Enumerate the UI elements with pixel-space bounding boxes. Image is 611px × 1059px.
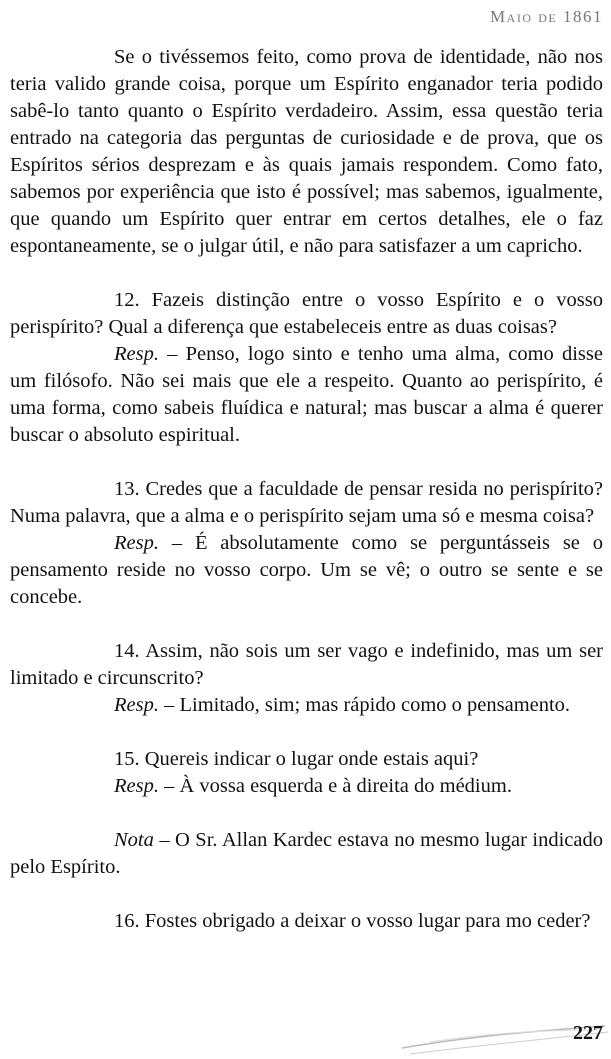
nota-text: – O Sr. Allan Kardec estava no mesmo lugar indicado pelo Espírito. — [10, 829, 603, 878]
paragraph-intro: Se o tivéssemos feito, como prova de identidade, não nos teria valido grande coisa, porque um Espírito enganador teria podido sabê-lo tanto quanto o Espírito verdadeiro. Assim, essa questão teria entrado na categoria das perguntas de curiosidade e de prova, que os Espíritos sérios desprezam e às quais jamais respondem. Como fato, sabemos por experiência que isto é possível; mas sabemos, igualmente, que quando um Espírito quer entrar em certos detalhes, ele o faz espontaneamente, se o julgar útil, e não para satisfazer a um capricho. — [10, 46, 603, 257]
answer-12 — [10, 341, 603, 449]
question-15: 15. Quereis indicar o lugar onde estais aqui? — [114, 748, 479, 770]
question-13: 13. Credes que a faculdade de pensar resida no perispírito? Numa palavra, que a alma e o perispírito sejam uma só e mesma coisa? — [10, 478, 603, 527]
question-14: 14. Assim, não sois um ser vago e indefinido, mas um ser limitado e circunscrito? — [10, 640, 603, 689]
resp-label: Resp. — [114, 532, 159, 554]
running-header: Maio de 1861 — [490, 7, 603, 26]
answer-14 — [10, 692, 603, 719]
question-12: 12. Fazeis distinção entre o vosso Espírito e o vosso perispírito? Qual a diferença que estabeleceis entre as duas coisas? — [10, 289, 603, 338]
answer-13 — [10, 530, 603, 611]
resp-label: Resp. — [114, 775, 159, 797]
answer-12-text: – Penso, logo sinto e tenho uma alma, como disse um filósofo. Não sei mais que ele a respeito. Quanto ao perispírito, é uma forma, como sabeis fluídica e natural; mas buscar a alma é querer buscar o absoluto espiritual. — [10, 343, 603, 446]
answer-15 — [10, 773, 603, 800]
page-number: 227 — [573, 1022, 603, 1044]
question-16: 16. Fostes obrigado a deixar o vosso lugar para mo ceder? — [114, 910, 591, 932]
answer-14-text: – Limitado, sim; mas rápido como o pensamento. — [158, 694, 571, 716]
answer-13-text: – É absolutamente como se perguntásseis se o pensamento reside no vosso corpo. Um se vê; o outro se sente e se concebe. — [10, 532, 603, 608]
page-body — [10, 44, 603, 935]
answer-15-text: – À vossa esquerda e à direita do médium. — [158, 775, 512, 797]
nota — [10, 827, 603, 881]
resp-label: Resp. — [114, 694, 159, 716]
nota-label: Nota — [114, 829, 154, 851]
resp-label: Resp. — [114, 343, 159, 365]
